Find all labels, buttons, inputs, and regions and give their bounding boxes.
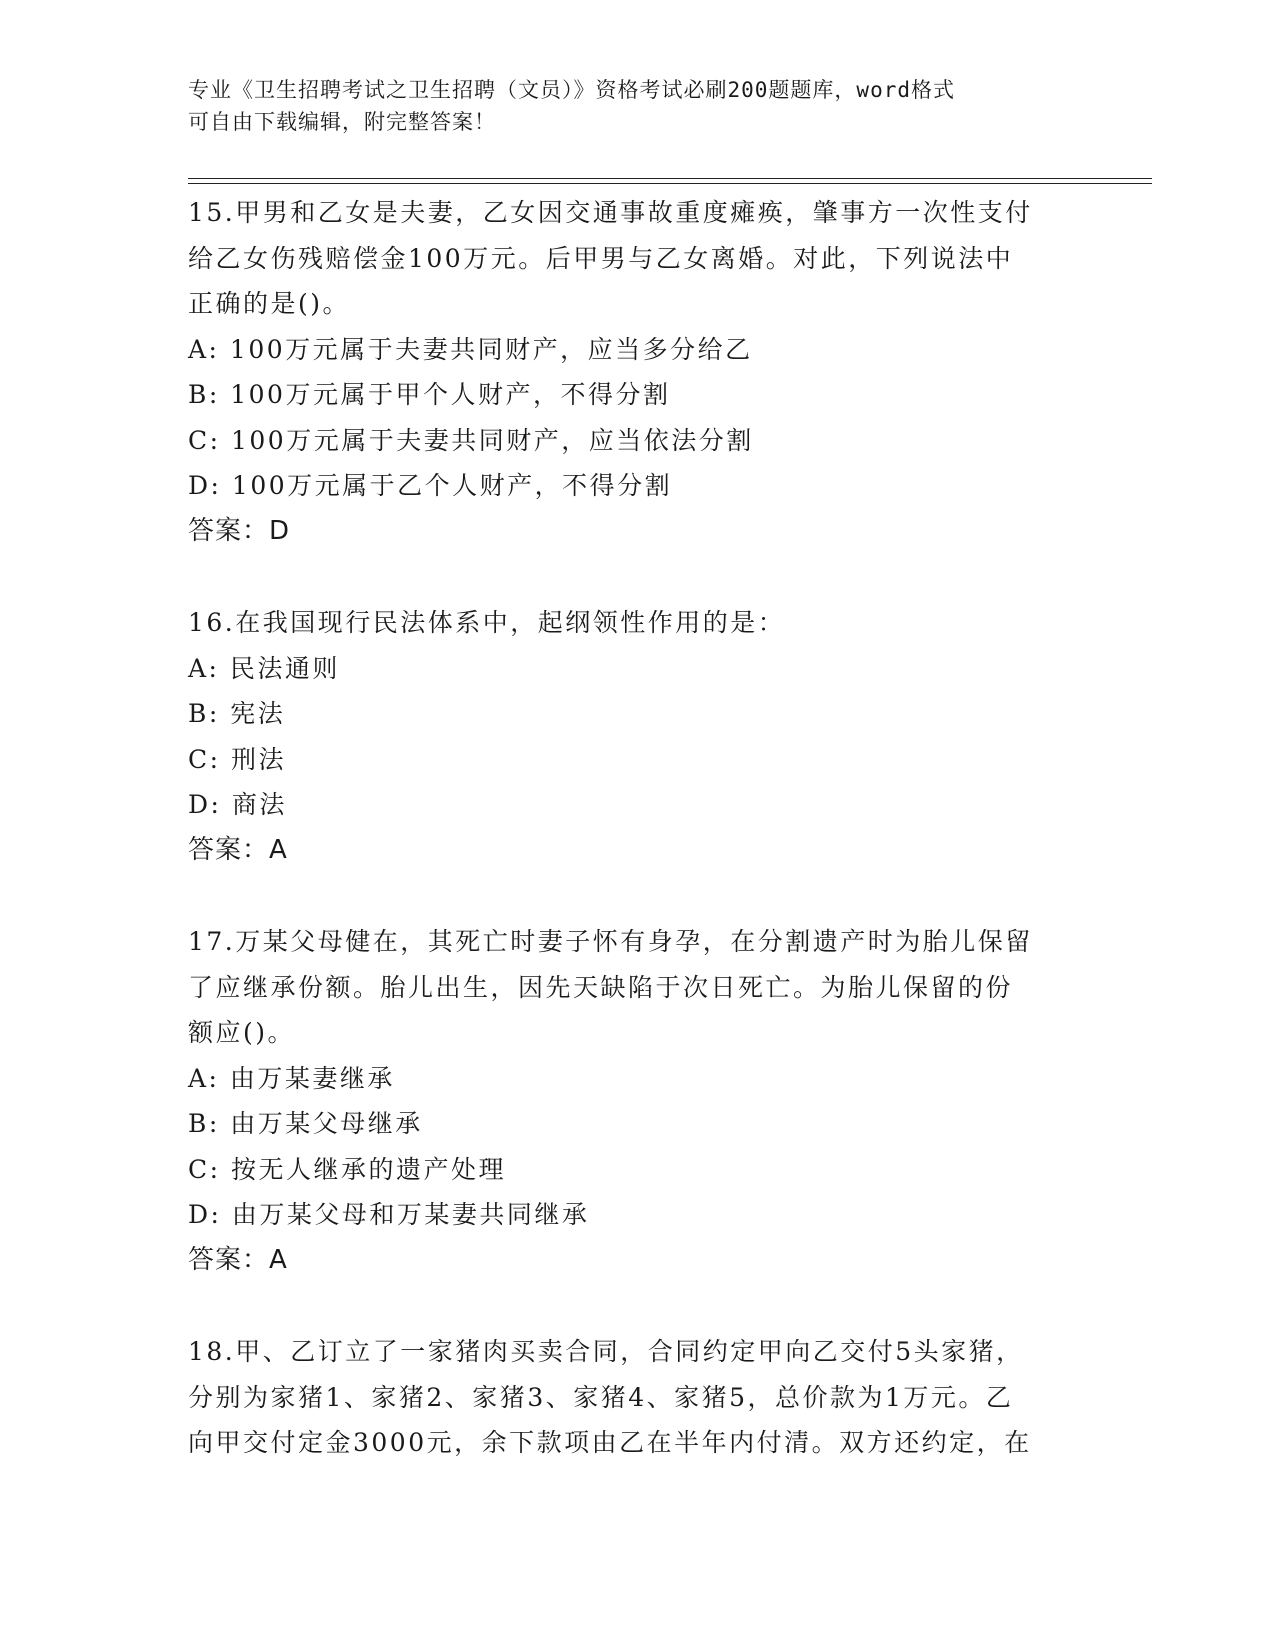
- option-c: C: 按无人继承的遗产处理: [188, 1154, 506, 1184]
- stem-line: 15.甲男和乙女是夫妻，乙女因交通事故重度瘫痪，肇事方一次性支付: [188, 198, 1033, 227]
- question-16: [188, 600, 1088, 873]
- stem-line: 向甲交付定金3000元，余下款项由乙在半年内付清。双方还约定，在: [188, 1428, 1032, 1457]
- stem-line: 18.甲、乙订立了一家猪肉买卖合同，合同约定甲向乙交付5头家猪，: [188, 1337, 1024, 1366]
- header-divider-top: [188, 178, 1152, 179]
- answer-label: 答案：D: [188, 515, 291, 546]
- answer-label: 答案：A: [188, 834, 288, 865]
- option-a: A: 100万元属于夫妻共同财产，应当多分给乙: [188, 334, 753, 364]
- question-stem: [188, 1329, 1088, 1466]
- option-b: B: 100万元属于甲个人财产，不得分割: [188, 380, 671, 409]
- question-18: [188, 1329, 1088, 1466]
- header-line-2: 可自由下载编辑，附完整答案！: [188, 110, 496, 134]
- question-stem: [188, 600, 1088, 646]
- stem-line: 了应继承份额。胎儿出生，因先天缺陷于次日死亡。为胎儿保留的份: [188, 972, 1014, 1002]
- option-d: D: 由万某父母和万某妻共同继承: [188, 1200, 590, 1229]
- document-header: [188, 74, 1088, 138]
- option-a: A: 民法通则: [188, 653, 340, 683]
- question-stem: [188, 919, 1088, 1056]
- stem-line: 分别为家猪1、家猪2、家猪3、家猪4、家猪5，总价款为1万元。乙: [188, 1382, 1014, 1412]
- stem-line: 17.万某父母健在，其死亡时妻子怀有身孕，在分割遗产时为胎儿保留: [188, 927, 1033, 956]
- option-c: C: 刑法: [188, 744, 286, 774]
- answer-label: 答案：A: [188, 1244, 288, 1275]
- option-c: C: 100万元属于夫妻共同财产，应当依法分割: [188, 425, 754, 455]
- stem-line: 给乙女伤残赔偿金100万元。后甲男与乙女离婚。对此，下列说法中: [188, 243, 1014, 273]
- question-stem: [188, 190, 1088, 327]
- question-15: [188, 190, 1088, 554]
- option-b: B: 宪法: [188, 699, 286, 728]
- option-d: D: 100万元属于乙个人财产，不得分割: [188, 471, 673, 500]
- question-17: [188, 919, 1088, 1283]
- question-list: [188, 190, 1088, 1466]
- header-divider-bottom: [188, 183, 1152, 184]
- option-a: A: 由万某妻继承: [188, 1063, 395, 1093]
- header-line-1: 专业《卫生招聘考试之卫生招聘（文员）》资格考试必刷200题题库，word格式: [188, 78, 955, 102]
- option-d: D: 商法: [188, 790, 287, 819]
- stem-line: 16.在我国现行民法体系中，起纲领性作用的是：: [188, 608, 786, 637]
- stem-line: 正确的是()。: [188, 289, 351, 318]
- stem-line: 额应()。: [188, 1018, 296, 1047]
- option-b: B: 由万某父母继承: [188, 1109, 423, 1138]
